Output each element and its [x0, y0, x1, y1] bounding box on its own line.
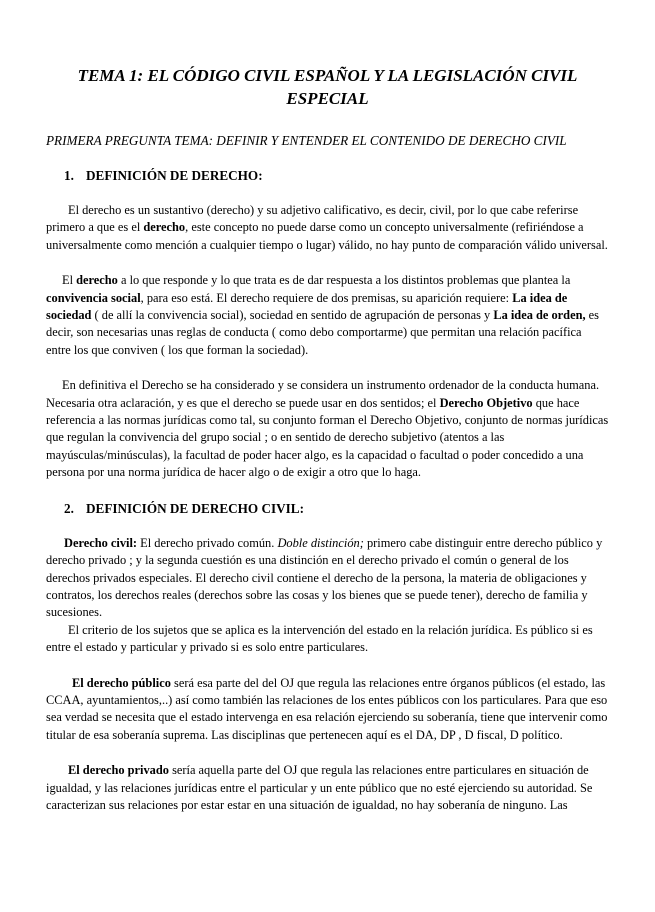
text-run: El: [62, 273, 77, 288]
paragraph: [46, 272, 609, 359]
page-title: TEMA 1: EL CÓDIGO CIVIL ESPAÑOL Y LA LEGISLACIÓN CIVIL ESPECIAL: [77, 66, 578, 108]
bold-term: Derecho Objetivo: [439, 395, 533, 410]
section-number: 2.: [64, 500, 74, 516]
paragraph: [46, 762, 609, 814]
bold-term: derecho: [143, 220, 186, 235]
section-heading-2: [64, 500, 609, 517]
text-run: , para eso está. El derecho requiere de dos premisas, su aparición requiere:: [140, 290, 513, 305]
text-run: primero cabe distinguir entre derecho público y derecho privado ; y la segunda cuestión es una distinción en el derecho privado el común o general de los derechos privados especiales. El derecho civil contiene el derecho de la persona, la materia de obligaciones y contratos, los derechos reales (derechos sobre las cosas y los bienes que se puede tener), derecho de familia y sucesiones.: [46, 535, 603, 620]
text-run: El derecho privado común.: [137, 535, 278, 550]
text-run: sería aquella parte del OJ que regula las relaciones entre particulares en situación de igualdad, y las relaciones jurídicas entre el particular y un ente público que no esté ejerciendo su autoridad. Se caracterizan sus relaciones por estar estar en una situación de igualdad, no hay soberanía de ninguno. Las: [46, 763, 593, 812]
section-heading-text: DEFINICIÓN DE DERECHO:: [86, 168, 263, 183]
text-run: será esa parte del del OJ que regula las relaciones entre órganos públicos (el estado, las CCAA, ayuntamientos,..) así como también las relaciones de los entes públicos con los particulares. Para que eso sea verdad se necesita que el estado intervenga en esa relación ejerciendo su soberanía, tiene que intervenir como titular de esa soberanía suprema. Las disciplinas que pertenecen aquí es el DA, DP , D fiscal, D político.: [46, 675, 608, 742]
text-run: El derecho es un sustantivo (derecho) y su adjetivo calificativo, es decir, civil, por lo que cabe referirse primero a que es el: [46, 203, 579, 235]
text-run: es decir, son necesarias unas reglas de conducta ( como debo comportarme) que permitan una relación pacífica entre los que conviven ( los que forman la sociedad).: [46, 308, 599, 357]
text-run: que hace referencia a las normas jurídicas como tal, su conjunto forman el Derecho Objetivo, conjunto de normas jurídicas que regulan la convivencia del grupo social ; o en sentido de derecho subjetivo (atentos a las mayúsculas/minúsculas), la facultad de poder hacer algo, es la capacidad o facultad o poder concedido a una persona por una norma jurídica de hacer algo o de exigir a otro que lo haga.: [46, 395, 609, 480]
text-run: , este concepto no puede darse como un concepto universalmente (refiriéndose a universalmente como mención a cualquier tiempo o lugar) válido, no hay punto de comparación válido universal.: [46, 220, 608, 252]
question-subtitle: PRIMERA PREGUNTA TEMA: DEFINIR Y ENTENDER EL CONTENIDO DE DERECHO CIVIL: [46, 133, 567, 148]
bold-term: El derecho público: [72, 675, 171, 690]
section-number: 1.: [64, 168, 74, 183]
paragraph: [46, 202, 609, 254]
document-page: [0, 64, 655, 912]
bold-term: El derecho privado: [68, 763, 169, 778]
section-heading-text: DEFINICIÓN DE DERECHO CIVIL:: [86, 500, 304, 516]
bold-term: convivencia social: [46, 290, 141, 305]
text-run: En definitiva el Derecho se ha considerado y se considera un instrumento ordenador de la conducta humana. Necesaria otra aclaración, y es que el derecho se puede usar en dos sentidos; el: [46, 378, 600, 410]
text-run: ( de allí la convivencia social), sociedad en sentido de agrupación de personas y: [91, 308, 494, 323]
bold-term: La idea de sociedad: [46, 290, 568, 323]
paragraph: [46, 675, 609, 745]
section-heading-1: [64, 167, 609, 184]
italic-term: Doble distinción;: [277, 535, 364, 550]
paragraph: [46, 377, 609, 481]
paragraph: El criterio de los sujetos que se aplica es la intervención del estado en la relación jurídica. Es público si es entre el estado y particular y privado si es solo entre particulares.: [46, 622, 593, 655]
bold-term: La idea de orden,: [493, 308, 586, 323]
paragraph: [46, 535, 609, 622]
text-run: a lo que responde y lo que trata es de dar respuesta a los distintos problemas que plantea la: [117, 273, 571, 288]
bold-term: Derecho civil:: [64, 535, 138, 550]
bold-term: derecho: [76, 273, 118, 288]
